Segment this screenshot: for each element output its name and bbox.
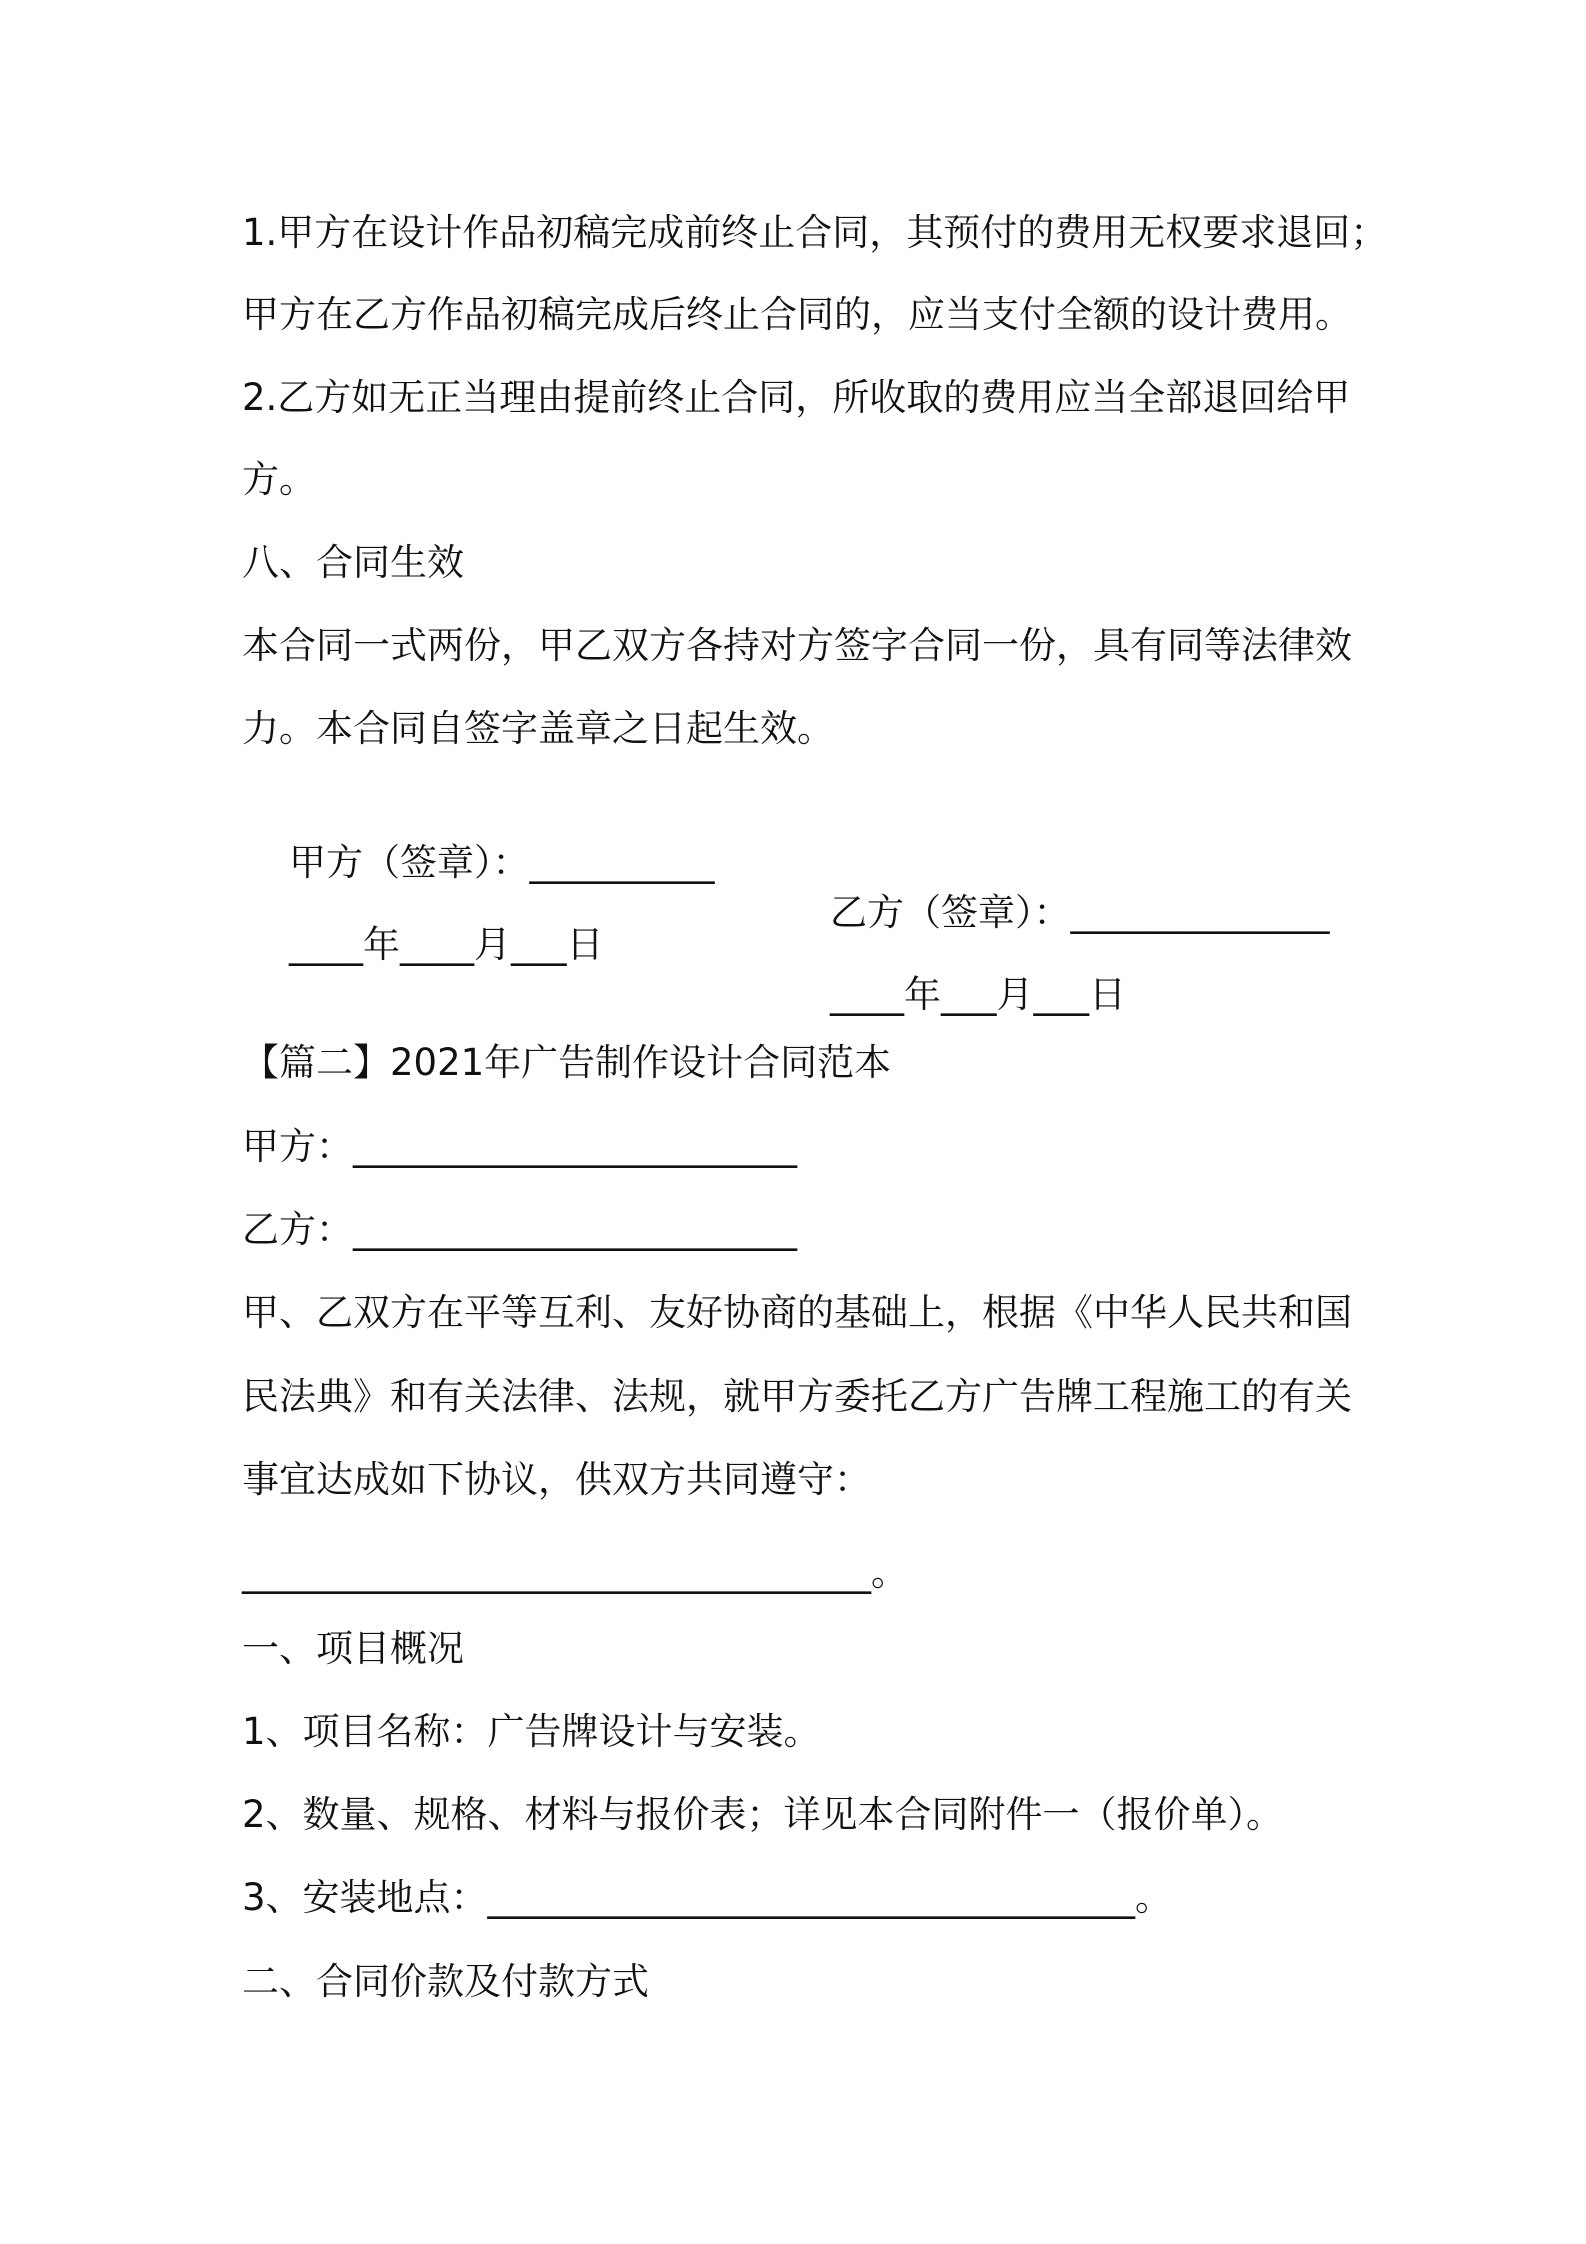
party-b-signature: 乙方（签章）：______________ xyxy=(830,891,1330,934)
clause-2-line-1: 2.乙方如无正当理由提前终止合同，所收取的费用应当全部退回给甲 xyxy=(242,376,1351,419)
party-b-date: ____年___月___日 xyxy=(830,973,1126,1016)
item-2-quantity: 2、数量、规格、材料与报价表；详见本合同附件一（报价单）。 xyxy=(242,1793,1284,1836)
section-8-body-line-2: 力。本合同自签字盖章之日起生效。 xyxy=(242,707,834,750)
clause-1-line-2: 甲方在乙方作品初稿完成后终止合同的，应当支付全额的设计费用。 xyxy=(242,293,1352,336)
party-a-signature: 甲方（签章）：__________ xyxy=(289,841,715,884)
clause-2-line-2: 方。 xyxy=(242,458,316,501)
blank-fill-line: __________________________________。 xyxy=(242,1551,908,1594)
section-2-heading: 二、合同价款及付款方式 xyxy=(242,1960,649,2003)
party-a-date: ____年____月___日 xyxy=(289,923,604,966)
preamble-line-2: 民法典》和有关法律、法规，就甲方委托乙方广告牌工程施工的有关 xyxy=(242,1375,1352,1418)
preamble-line-3: 事宜达成如下协议，供双方共同遵守： xyxy=(242,1458,871,1501)
item-1-project-name: 1、项目名称：广告牌设计与安装。 xyxy=(242,1710,821,1753)
preamble-line-1: 甲、乙双方在平等互利、友好协商的基础上，根据《中华人民共和国 xyxy=(242,1291,1352,1334)
part-2-party-a: 甲方：________________________ xyxy=(242,1125,797,1168)
section-1-heading: 一、项目概况 xyxy=(242,1627,464,1670)
section-8-heading: 八、合同生效 xyxy=(242,541,464,584)
section-8-body-line-1: 本合同一式两份，甲乙双方各持对方签字合同一份，具有同等法律效 xyxy=(242,624,1352,667)
item-3-install-location: 3、安装地点：___________________________________。 xyxy=(242,1876,1173,1919)
clause-1-line-1: 1.甲方在设计作品初稿完成前终止合同，其预付的费用无权要求退回； xyxy=(242,211,1388,254)
part-2-party-b: 乙方：________________________ xyxy=(242,1208,797,1251)
part-2-title: 【篇二】2021年广告制作设计合同范本 xyxy=(242,1041,892,1084)
